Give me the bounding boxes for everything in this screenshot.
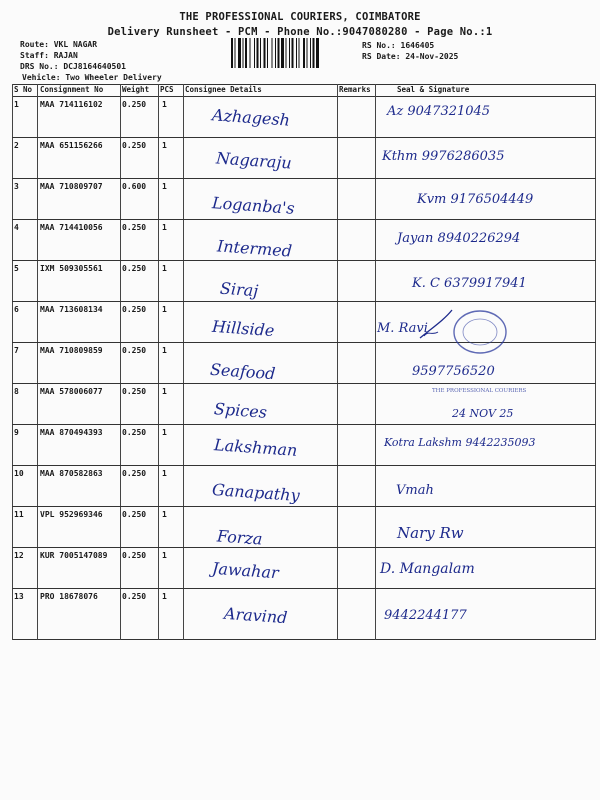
row-pcs: 1	[162, 592, 167, 601]
row-pcs: 1	[162, 182, 167, 191]
consignee-handwriting: Ganapathy	[211, 479, 301, 506]
row-consignment-no: MAA 714116102	[40, 100, 103, 109]
table-row	[12, 178, 596, 219]
row-pcs: 1	[162, 469, 167, 478]
barcode-bar	[307, 38, 308, 68]
barcode-bar	[313, 38, 315, 68]
barcode-bar	[316, 38, 319, 68]
barcode-bar	[250, 38, 251, 68]
row-consignment-no: MAA 578006077	[40, 387, 103, 396]
signature-handwriting: K. C 6379917941	[412, 276, 527, 291]
row-weight: 0.250	[122, 510, 147, 519]
vehicle-label: Vehicle: Two Wheeler Delivery	[22, 73, 162, 82]
row-weight: 0.250	[122, 223, 147, 232]
row-pcs: 1	[162, 141, 167, 150]
row-pcs: 1	[162, 346, 167, 355]
barcode-bar	[264, 38, 266, 68]
table-row	[12, 137, 596, 178]
row-weight: 0.600	[122, 182, 147, 191]
table-row	[12, 260, 596, 301]
consignee-handwriting: Azhagesh	[211, 105, 291, 130]
barcode-bar	[299, 38, 300, 68]
row-sno: 10	[14, 469, 24, 478]
company-title: THE PROFESSIONAL COURIERS, COIMBATORE	[179, 11, 421, 23]
col-consignment: Consignment No	[40, 85, 104, 94]
row-weight: 0.250	[122, 428, 147, 437]
col-sno: S No	[14, 85, 33, 94]
col-weight: Weight	[122, 85, 150, 94]
barcode-bar	[281, 38, 284, 68]
consignee-handwriting: Intermed	[216, 236, 293, 261]
row-sno: 3	[14, 182, 19, 191]
row-consignment-no: MAA 651156266	[40, 141, 103, 150]
row-sno: 12	[14, 551, 24, 560]
col-seal-signature: Seal & Signature	[397, 85, 470, 94]
barcode-bar	[303, 38, 305, 68]
row-sno: 9	[14, 428, 19, 437]
row-sno: 2	[14, 141, 19, 150]
stamp-date-handwriting: 24 NOV 25	[452, 407, 514, 420]
table-row	[12, 588, 596, 629]
barcode-bar	[292, 38, 294, 68]
barcode-bar	[254, 38, 255, 68]
drs-label: DRS No.: DCJ8164640501	[20, 62, 126, 71]
row-pcs: 1	[162, 223, 167, 232]
signature-handwriting: Kthm 9976286035	[382, 149, 505, 164]
row-sno: 13	[14, 592, 24, 601]
barcode-bar	[296, 38, 297, 68]
barcode-bar	[310, 38, 311, 68]
consignee-handwriting: Hillside	[211, 316, 275, 341]
row-pcs: 1	[162, 305, 167, 314]
row-consignment-no: MAA 870582863	[40, 469, 103, 478]
route-label: Route: VKL NAGAR	[20, 40, 98, 49]
row-consignment-no: MAA 710809707	[40, 182, 103, 191]
row-consignment-no: KUR 7005147089	[40, 551, 108, 560]
signature-handwriting: Kotra Lakshm 9442235093	[384, 436, 536, 449]
barcode-bar	[257, 38, 259, 68]
row-consignment-no: IXM 509305561	[40, 264, 103, 273]
consignee-handwriting: Seafood	[209, 359, 276, 384]
consignee-handwriting: Aravind	[223, 603, 289, 628]
barcode-bar	[235, 38, 236, 68]
row-weight: 0.250	[122, 346, 147, 355]
table-row	[12, 424, 596, 465]
table-row	[12, 219, 596, 260]
signature-handwriting: M. Ravi	[377, 321, 428, 336]
signature-handwriting: Kvm 9176504449	[417, 192, 534, 207]
barcode-bar	[278, 38, 280, 68]
staff-label: Staff: RAJAN	[20, 51, 78, 60]
row-sno: 6	[14, 305, 19, 314]
consignee-handwriting: Forza	[216, 526, 264, 549]
row-weight: 0.250	[122, 141, 147, 150]
consignee-handwriting: Siraj	[219, 278, 259, 301]
signature-handwriting: 9442244177	[384, 608, 467, 623]
table-row	[12, 465, 596, 506]
barcode-bar	[245, 38, 247, 68]
consignee-handwriting: Jawahar	[211, 558, 280, 583]
row-weight: 0.250	[122, 264, 147, 273]
barcode-bar	[231, 38, 233, 68]
signature-handwriting: 9597756520	[412, 364, 495, 379]
barcode-bar	[289, 38, 290, 68]
signature-handwriting: Jayan 8940226294	[397, 231, 521, 246]
row-consignment-no: MAA 713608134	[40, 305, 103, 314]
row-weight: 0.250	[122, 305, 147, 314]
row-weight: 0.250	[122, 592, 147, 601]
signature-handwriting: Vmah	[396, 483, 434, 498]
row-sno: 8	[14, 387, 19, 396]
row-pcs: 1	[162, 510, 167, 519]
barcode-bar	[243, 38, 244, 68]
row-consignment-no: MAA 710809859	[40, 346, 103, 355]
row-consignment-no: MAA 714410056	[40, 223, 103, 232]
barcode-bar	[260, 38, 261, 68]
consignee-handwriting: Nagaraju	[215, 148, 293, 173]
barcode-bar	[238, 38, 241, 68]
signature-handwriting: Nary Rw	[397, 524, 464, 542]
row-sno: 7	[14, 346, 19, 355]
row-pcs: 1	[162, 100, 167, 109]
barcode-bar	[286, 38, 287, 68]
col-pcs: PCS	[160, 85, 174, 94]
row-pcs: 1	[162, 387, 167, 396]
barcode-bar	[272, 38, 273, 68]
row-pcs: 1	[162, 428, 167, 437]
row-weight: 0.250	[122, 469, 147, 478]
stamp-text: THE PROFESSIONAL COURIERS	[432, 388, 527, 394]
row-consignment-no: VPL 952969346	[40, 510, 103, 519]
row-weight: 0.250	[122, 387, 147, 396]
row-weight: 0.250	[122, 100, 147, 109]
col-remarks: Remarks	[339, 85, 371, 94]
table-row	[12, 96, 596, 137]
rs-number: RS No.: 1646405	[362, 41, 435, 50]
consignee-handwriting: Loganba's	[211, 193, 296, 218]
row-pcs: 1	[162, 264, 167, 273]
row-sno: 5	[14, 264, 19, 273]
signature-handwriting: D. Mangalam	[380, 561, 475, 577]
barcode-bar	[275, 38, 276, 68]
table-row	[12, 506, 596, 547]
barcode-bar	[267, 38, 268, 68]
consignee-handwriting: Lakshman	[213, 435, 298, 460]
col-consignee: Consignee Details	[185, 85, 262, 94]
barcode	[231, 38, 357, 68]
courier-stamp	[412, 306, 512, 366]
signature-handwriting: Az 9047321045	[387, 104, 491, 119]
row-sno: 4	[14, 223, 19, 232]
row-sno: 1	[14, 100, 19, 109]
row-weight: 0.250	[122, 551, 147, 560]
row-consignment-no: PRO 18678076	[40, 592, 98, 601]
row-consignment-no: MAA 870494393	[40, 428, 103, 437]
runsheet-title: Delivery Runsheet - PCM - Phone No.:9047080280 - Page No.:1	[107, 26, 493, 38]
row-pcs: 1	[162, 551, 167, 560]
rs-date: RS Date: 24-Nov-2025	[362, 52, 459, 61]
table-row	[12, 547, 596, 588]
consignee-handwriting: Spices	[213, 399, 268, 422]
row-sno: 11	[14, 510, 24, 519]
